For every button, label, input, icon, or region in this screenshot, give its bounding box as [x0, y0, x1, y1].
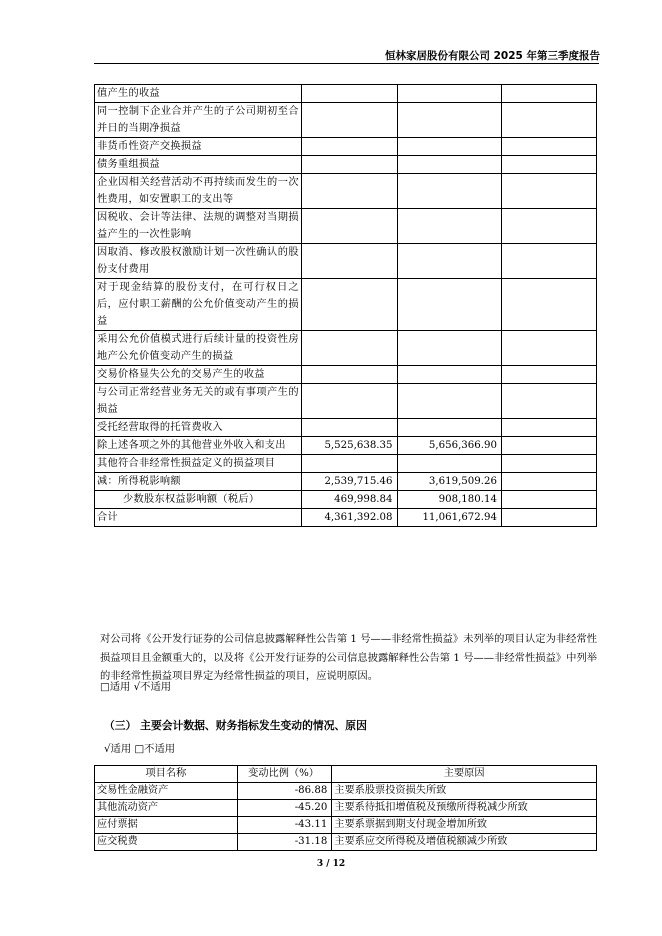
table-row: [95, 783, 597, 800]
row-value-2: 3,619,509.26: [397, 473, 501, 491]
table-row: [95, 138, 597, 156]
row-value-3: [501, 491, 596, 509]
row-value-3: [501, 509, 596, 527]
row-value-2: [397, 138, 501, 156]
header-divider: [94, 63, 599, 64]
row-value-1: 2,539,715.46: [301, 473, 397, 491]
row-value-2: [397, 103, 501, 138]
row-value-2: 11,061,672.94: [397, 509, 501, 527]
table-row: [95, 156, 597, 174]
main-reason: 主要系待抵扣增值税及预缴所得税减少所致: [332, 800, 597, 817]
page-number: 3 / 12: [316, 859, 346, 869]
row-label: 企业因相关经营活动不再持续而发生的一次性费用，如安置职工的支出等: [95, 174, 302, 209]
row-label: 交易价格显失公允的交易产生的收益: [95, 366, 302, 384]
note-paragraph: [100, 630, 600, 686]
row-value-1: [301, 85, 397, 103]
change-ratio: -45.20: [237, 800, 331, 817]
row-label: 除上述各项之外的其他营业外收入和支出: [95, 437, 302, 455]
row-label: 合计: [95, 509, 302, 527]
row-label: 少数股东权益影响额（税后）: [95, 491, 302, 509]
main-reason: 主要系应交所得税及增值税额减少所致: [332, 834, 597, 851]
row-label: 因税收、会计等法律、法规的调整对当期损益产生的一次性影响: [95, 209, 302, 244]
row-value-2: 908,180.14: [397, 491, 501, 509]
changes-table: [94, 765, 597, 851]
row-value-3: [501, 419, 596, 437]
row-value-3: [501, 455, 596, 473]
row-value-2: [397, 244, 501, 279]
row-value-2: [397, 366, 501, 384]
row-value-2: [397, 156, 501, 174]
change-ratio: -86.88: [237, 783, 331, 800]
row-value-1: [301, 156, 397, 174]
table-row: [95, 366, 597, 384]
row-value-2: [397, 384, 501, 419]
row-value-3: [501, 85, 596, 103]
row-value-1: [301, 138, 397, 156]
table-row: [95, 437, 597, 455]
row-value-1: 5,525,638.35: [301, 437, 397, 455]
item-name: 交易性金融资产: [95, 783, 238, 800]
row-value-2: [397, 279, 501, 331]
row-value-1: [301, 209, 397, 244]
change-ratio: -43.11: [237, 817, 331, 834]
row-label: 对于现金结算的股份支付，在可行权日之后，应付职工薪酬的公允价值变动产生的损益: [95, 279, 302, 331]
table-row: [95, 85, 597, 103]
row-value-1: [301, 331, 397, 366]
table-row: [95, 384, 597, 419]
row-value-3: [501, 366, 596, 384]
table-row: [95, 209, 597, 244]
row-value-1: [301, 366, 397, 384]
table-row: [95, 331, 597, 366]
row-value-3: [501, 331, 596, 366]
row-value-2: [397, 85, 501, 103]
table-row: [95, 244, 597, 279]
row-value-3: [501, 279, 596, 331]
main-reason: 主要系股票投资损失所致: [332, 783, 597, 800]
table-row: [95, 279, 597, 331]
row-value-2: [397, 455, 501, 473]
row-value-2: [397, 209, 501, 244]
table-row: [95, 419, 597, 437]
row-value-2: [397, 331, 501, 366]
table-row: [95, 491, 597, 509]
header-item-name: 项目名称: [95, 766, 238, 783]
row-value-1: [301, 244, 397, 279]
row-value-1: 4,361,392.08: [301, 509, 397, 527]
non-recurring-items-table: [94, 84, 597, 527]
note-applicability: □适用 √不适用: [100, 681, 172, 693]
table-row: [95, 174, 597, 209]
table-row: [95, 509, 597, 527]
row-value-3: [501, 209, 596, 244]
main-reason: 主要系票据到期支付现金增加所致: [332, 817, 597, 834]
row-value-3: [501, 473, 596, 491]
row-value-3: [501, 384, 596, 419]
row-value-3: [501, 138, 596, 156]
item-name: 应交税费: [95, 834, 238, 851]
row-value-1: 469,998.84: [301, 491, 397, 509]
row-value-3: [501, 244, 596, 279]
note-text: 对公司将《公开发行证券的公司信息披露解释性公告第 1 号——非经常性损益》未列举的项目认定为非经常性损益项目且金额重大的，以及将《公开发行证券的公司信息披露解释性公告第 1 号——非经常性损益》中列举的非经常性损益项目界定为经常性损益的项目，应说明原因。: [100, 633, 598, 682]
table-row: [95, 103, 597, 138]
row-label: 采用公允价值模式进行后续计量的投资性房地产公允价值变动产生的损益: [95, 331, 302, 366]
row-label: 同一控制下企业合并产生的子公司期初至合并日的当期净损益: [95, 103, 302, 138]
row-label: 值产生的收益: [95, 85, 302, 103]
row-value-1: [301, 103, 397, 138]
row-label: 受托经营取得的托管费收入: [95, 419, 302, 437]
row-value-3: [501, 174, 596, 209]
section-3-title: （三） 主要会计数据、财务指标发生变动的情况、原因: [104, 719, 367, 732]
row-value-1: [301, 455, 397, 473]
row-value-1: [301, 279, 397, 331]
row-value-1: [301, 174, 397, 209]
section-3-applicability: √适用 □不适用: [104, 743, 176, 755]
row-value-1: [301, 419, 397, 437]
item-name: 其他流动资产: [95, 800, 238, 817]
table-row: [95, 800, 597, 817]
row-label: 其他符合非经常性损益定义的损益项目: [95, 455, 302, 473]
header-change-ratio: 变动比例（%）: [237, 766, 331, 783]
table-row: [95, 455, 597, 473]
table-row: [95, 817, 597, 834]
report-header-title: 恒林家居股份有限公司 2025 年第三季度报告: [384, 50, 600, 62]
row-value-2: 5,656,366.90: [397, 437, 501, 455]
table-row: [95, 834, 597, 851]
row-label: 与公司正常经营业务无关的或有事项产生的损益: [95, 384, 302, 419]
row-value-3: [501, 437, 596, 455]
row-label: 减：所得税影响额: [95, 473, 302, 491]
changes-table-header: [95, 766, 597, 783]
table-row: [95, 473, 597, 491]
item-name: 应付票据: [95, 817, 238, 834]
change-ratio: -31.18: [237, 834, 331, 851]
row-value-3: [501, 156, 596, 174]
row-value-2: [397, 174, 501, 209]
row-value-2: [397, 419, 501, 437]
row-value-1: [301, 384, 397, 419]
row-label: 因取消、修改股权激励计划一次性确认的股份支付费用: [95, 244, 302, 279]
row-label: 非货币性资产交换损益: [95, 138, 302, 156]
header-main-reason: 主要原因: [332, 766, 597, 783]
row-value-3: [501, 103, 596, 138]
row-label: 债务重组损益: [95, 156, 302, 174]
